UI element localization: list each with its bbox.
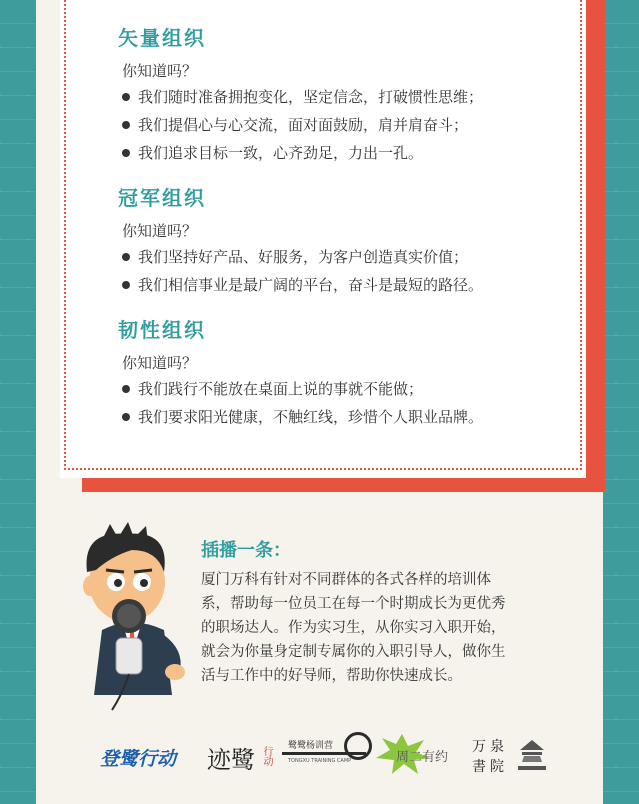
section-title: 韧性组织 xyxy=(118,318,206,342)
bullet-icon xyxy=(122,281,130,289)
list-item: 我们践行不能放在桌面上说的事就不能做； xyxy=(122,375,580,403)
section-champion-org xyxy=(60,185,580,299)
logo-lianghe: 鹭鹭杨训营 TONGXU TRAINING CAMP xyxy=(282,730,370,790)
list-item: 我们坚持好产品、好服务，为客户创造真实价值； xyxy=(122,243,580,271)
logo-jilu: 迹鹭 行动 xyxy=(207,746,272,774)
bullet-icon xyxy=(122,121,130,129)
insert-line: 就会为你量身定制专属你的入职引导人，做你生 xyxy=(201,644,506,660)
logo-wanquan: 万 泉 書 院 xyxy=(472,730,562,790)
section-vector-org xyxy=(60,25,580,167)
section-title: 矢量组织 xyxy=(118,26,206,50)
mascot-illustration xyxy=(72,520,192,720)
insert-line: 系，帮助每一位员工在每一个时期成长为更优秀 xyxy=(201,596,506,612)
list-item: 我们随时准备拥抱变化，坚定信念，打破惯性思维； xyxy=(122,83,580,111)
insert-line: 的职场达人。作为实习生，从你实习入职开始， xyxy=(201,620,506,636)
section-title: 冠军组织 xyxy=(118,186,206,210)
section-question: 你知道吗？ xyxy=(122,354,198,372)
bullet-icon xyxy=(122,253,130,261)
list-item: 我们要求阳光健康，不触红线，珍惜个人职业品牌。 xyxy=(122,403,580,431)
list-item: 我们相信事业是最广阔的平台，奋斗是最短的路径。 xyxy=(122,271,580,299)
list-item: 我们提倡心与心交流，面对面鼓励，肩并肩奋斗； xyxy=(122,111,580,139)
logo-zhouer: 周二有约 xyxy=(374,730,466,790)
program-logos xyxy=(92,730,572,790)
insert-body xyxy=(201,568,571,688)
bullet-icon xyxy=(122,385,130,393)
insert-line: 活与工作中的好导师，帮助你快速成长。 xyxy=(201,668,462,684)
insert-title: 插播一条： xyxy=(201,540,291,561)
bullet-icon xyxy=(122,149,130,157)
section-resilient-org xyxy=(60,317,580,431)
logo-denglu: 登鹭行动 xyxy=(100,748,177,770)
bullet-icon xyxy=(122,93,130,101)
list-item: 我们追求目标一致，心齐劲足，力出一孔。 xyxy=(122,139,580,167)
section-question: 你知道吗？ xyxy=(122,62,198,80)
insert-line: 厦门万科有针对不同群体的各式各样的培训体 xyxy=(201,572,491,588)
section-question: 你知道吗？ xyxy=(122,222,198,240)
bullet-icon xyxy=(122,413,130,421)
